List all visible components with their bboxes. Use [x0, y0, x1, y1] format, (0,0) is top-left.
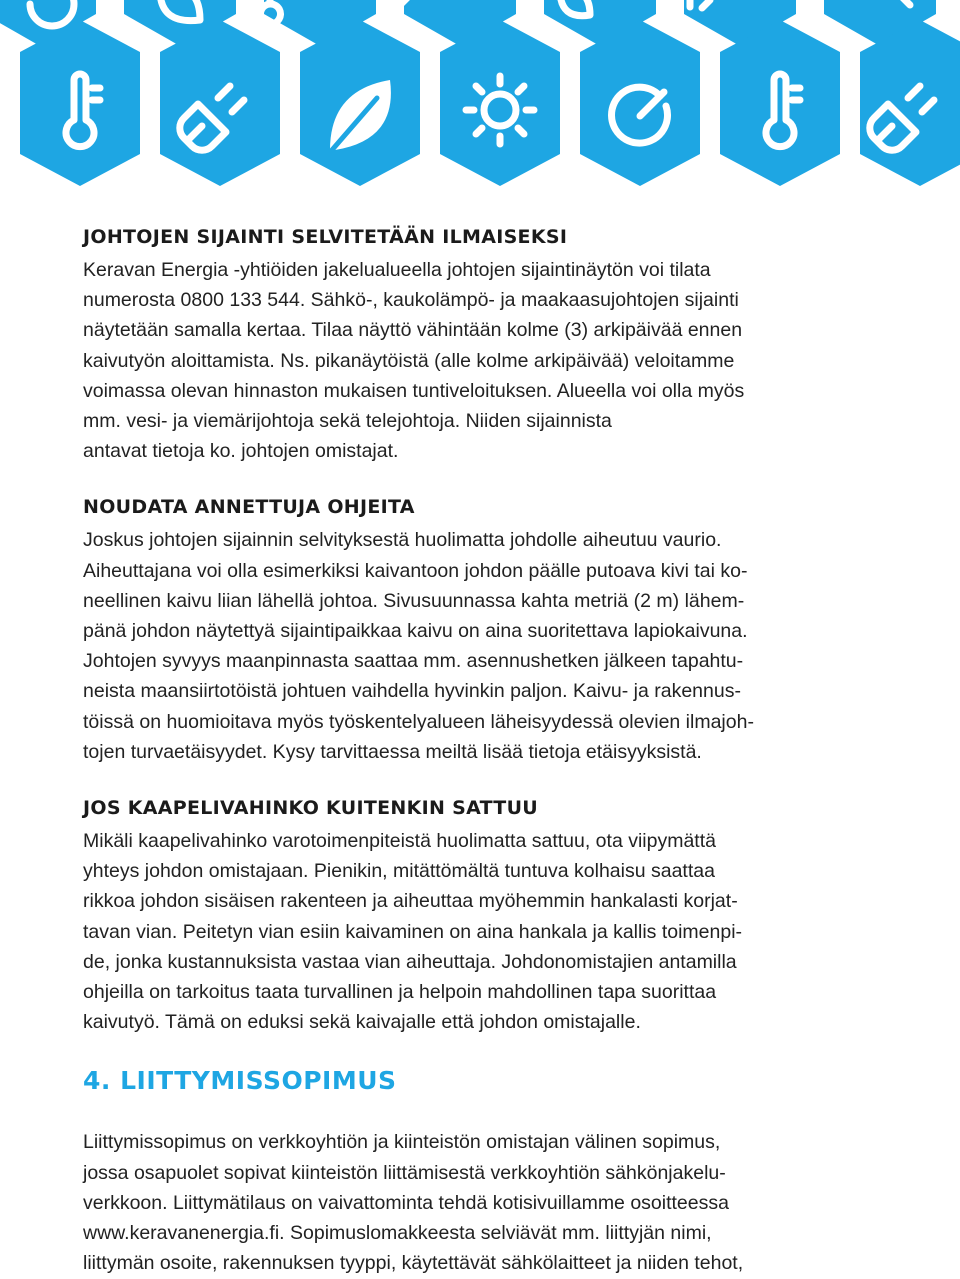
- hexagon-tile: [440, 20, 560, 186]
- hexagon-icon-banner: [0, 0, 960, 200]
- paragraph-line: tavan vian. Peitetyn vian esiin kaivaminen on aina hankala ja kallis toimenpi-: [83, 920, 743, 943]
- section-heading: NOUDATA ANNETTUJA OHJEITA: [83, 496, 415, 519]
- hexagon-tile: [160, 20, 280, 186]
- paragraph-line: antavat tietoja ko. johtojen omistajat.: [83, 440, 399, 463]
- hexagon-tile: [860, 20, 960, 186]
- paragraph-line: töissä on huomioitava myös työskentelyalueen läheisyydessä olevien ilmajoh-: [83, 710, 754, 733]
- chapter-heading: 4. LIITTYMISSOPIMUS: [83, 1066, 397, 1096]
- hexagon-tile: [580, 20, 700, 186]
- section-heading: JOS KAAPELIVAHINKO KUITENKIN SATTUU: [83, 797, 539, 820]
- paragraph-line: liittymän osoite, rakennuksen tyyppi, käytettävät sähkölaitteet ja niiden tehot,: [83, 1252, 744, 1275]
- section-follow-instructions: [83, 494, 883, 767]
- paragraph-line: ohjeilla on tarkoitus taata turvallinen ja helpoin mahdollinen tapa suorittaa: [83, 981, 717, 1004]
- document-body: [83, 224, 883, 1278]
- hexagon-tile: [20, 20, 140, 186]
- paragraph-line: jossa osapuolet sopivat kiinteistön liittämisestä verkkoyhtiön sähkönjakelu-: [83, 1161, 726, 1184]
- paragraph-line: näytetään samalla kertaa. Tilaa näyttö vähintään kolme (3) arkipäivää ennen: [83, 319, 743, 342]
- paragraph-line: Johtojen syvyys maanpinnasta saattaa mm. asennushetken jälkeen tapahtu-: [83, 650, 744, 673]
- section-line-location: [83, 224, 883, 466]
- paragraph-line: neista maansiirtotöistä johtuen vaihdella hyvinkin paljon. Kaivu- ja rakennus-: [83, 680, 741, 703]
- paragraph-line: Keravan Energia -yhtiöiden jakelualueella johtojen sijaintinäytön voi tilata: [83, 259, 711, 281]
- hexagon-tile: [720, 20, 840, 186]
- paragraph-line: neellinen kaivu liian lähellä johtoa. Sivusuunnassa kahta metriä (2 m) lähem-: [83, 589, 745, 612]
- paragraph-line: voimassa olevan hinnaston mukaisen tuntiveloituksen. Alueella voi olla myös: [83, 379, 745, 402]
- section-heading: JOHTOJEN SIJAINTI SELVITETÄÄN ILMAISEKSI: [83, 226, 568, 248]
- paragraph-line: de, jonka kustannuksista vastaa vian aiheuttaja. Johdonomistajien antamilla: [83, 950, 737, 973]
- chapter-paragraph: [83, 1127, 883, 1278]
- paragraph-line: www.keravanenergia.fi. Sopimuslomakkeesta selviävät mm. liittyjän nimi,: [83, 1222, 712, 1245]
- paragraph-line: yhteys johdon omistajaan. Pienikin, mitättömältä tuntuva kolhaisu saattaa: [83, 860, 715, 883]
- paragraph-line: numerosta 0800 133 544. Sähkö-, kaukolämpö- ja maakaasujohtojen sijainti: [83, 289, 739, 312]
- paragraph-line: Liittymissopimus on verkkoyhtiön ja kiinteistön omistajan välinen sopimus,: [83, 1131, 721, 1154]
- paragraph-line: mm. vesi- ja viemärijohtoja sekä telejohtoja. Niiden sijainnista: [83, 410, 612, 433]
- paragraph-line: Joskus johtojen sijainnin selvityksestä huolimatta johdolle aiheutuu vaurio.: [83, 529, 722, 552]
- paragraph-line: kaivutyö. Tämä on eduksi sekä kaivajalle että johdon omistajalle.: [83, 1011, 641, 1034]
- paragraph-line: pänä johdon näytettyä sijaintipaikkaa kaivu on aina suoritettava lapiokaivuna.: [83, 620, 748, 643]
- paragraph-line: verkkoon. Liittymätilaus on vaivattominta tehdä kotisivuillamme osoitteessa: [83, 1191, 729, 1214]
- paragraph-line: Aiheuttajana voi olla esimerkiksi kaivantoon johdon päälle putoava kivi tai ko-: [83, 559, 748, 582]
- paragraph-line: rikkoa johdon sisäisen rakenteen ja aiheuttaa myöhemmin hankalasti korjat-: [83, 890, 738, 913]
- paragraph-line: kaivutyön aloittamista. Ns. pikanäytöistä (alle kolme arkipäivää) veloitamme: [83, 349, 735, 372]
- paragraph-line: tojen turvaetäisyydet. Kysy tarvittaessa meiltä lisää tietoja etäisyyksistä.: [83, 740, 702, 763]
- section-cable-damage: [83, 795, 883, 1037]
- paragraph-line: Mikäli kaapelivahinko varotoimenpiteistä huolimatta sattuu, ota viipymättä: [83, 830, 716, 853]
